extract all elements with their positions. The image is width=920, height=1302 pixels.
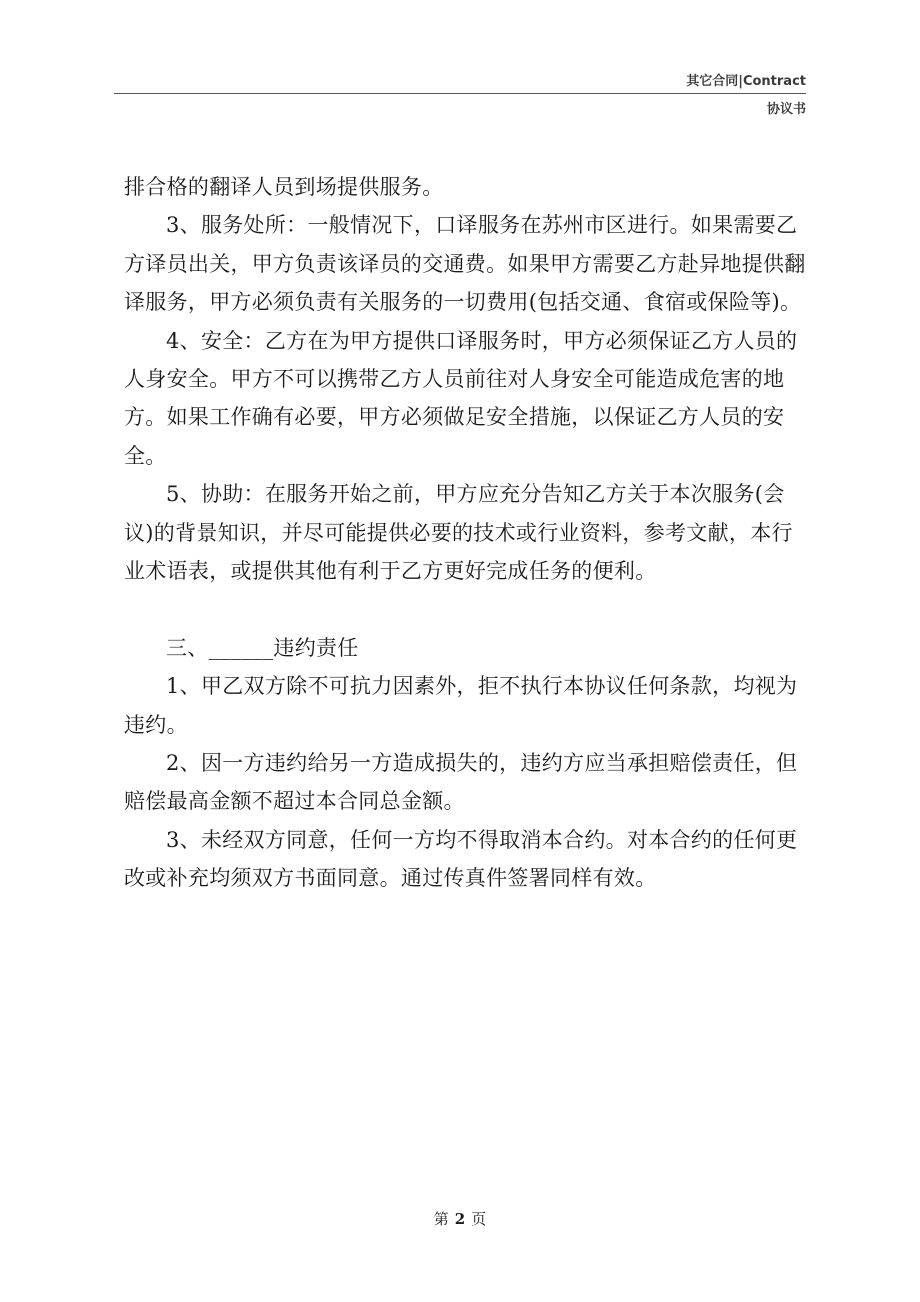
section-heading-liability: 三、______违约责任 bbox=[166, 635, 359, 660]
page-footer bbox=[0, 1208, 920, 1229]
paragraph-safety: 4、安全：乙方在为甲方提供口译服务时，甲方必须保证乙方人员的人身安全。甲方不可以携带乙方人员前往对人身安全可能造成危害的地方。如果工作确有必要，甲方必须做足安全措施，以保证乙方人员的安全。 bbox=[124, 328, 798, 468]
paragraph-continuation: 排合格的翻译人员到场提供服务。 bbox=[124, 175, 444, 199]
paragraph-service-location: 3、服务处所：一般情况下，口译服务在苏州市区进行。如果需要乙方译员出关，甲方负责该译员的交通费。如果甲方需要乙方赴异地提供翻译服务，甲方必须负责有关服务的一切费用(包括交通、食宿或保险等)。 bbox=[124, 213, 806, 315]
section-spacer bbox=[124, 590, 814, 628]
header-category: 其它合同|Contract bbox=[686, 74, 806, 89]
header-subtitle: 协议书 bbox=[766, 102, 806, 117]
page-label-suffix: 页 bbox=[471, 1210, 487, 1228]
paragraph-cancellation: 3、未经双方同意，任何一方均不得取消本合约。对本合约的任何更改或补充均须双方书面同意。通过传真件签署同样有效。 bbox=[124, 827, 798, 891]
document-body bbox=[124, 168, 814, 898]
header-divider bbox=[114, 93, 806, 94]
paragraph-breach-definition: 1、甲乙双方除不可抗力因素外，拒不执行本协议任何条款，均视为违约。 bbox=[124, 674, 798, 737]
paragraph-assistance: 5、协助：在服务开始之前，甲方应充分告知乙方关于本次服务(会议)的背景知识，并尽可能提供必要的技术或行业资料，参考文献，本行业术语表，或提供其他有利于乙方更好完成任务的便利。 bbox=[124, 482, 793, 584]
page-number: 2 bbox=[454, 1210, 466, 1228]
page-label-prefix: 第 bbox=[433, 1210, 449, 1228]
paragraph-compensation: 2、因一方违约给另一方造成损失的，违约方应当承担赔偿责任，但赔偿最高金额不超过本合同总金额。 bbox=[124, 751, 798, 814]
